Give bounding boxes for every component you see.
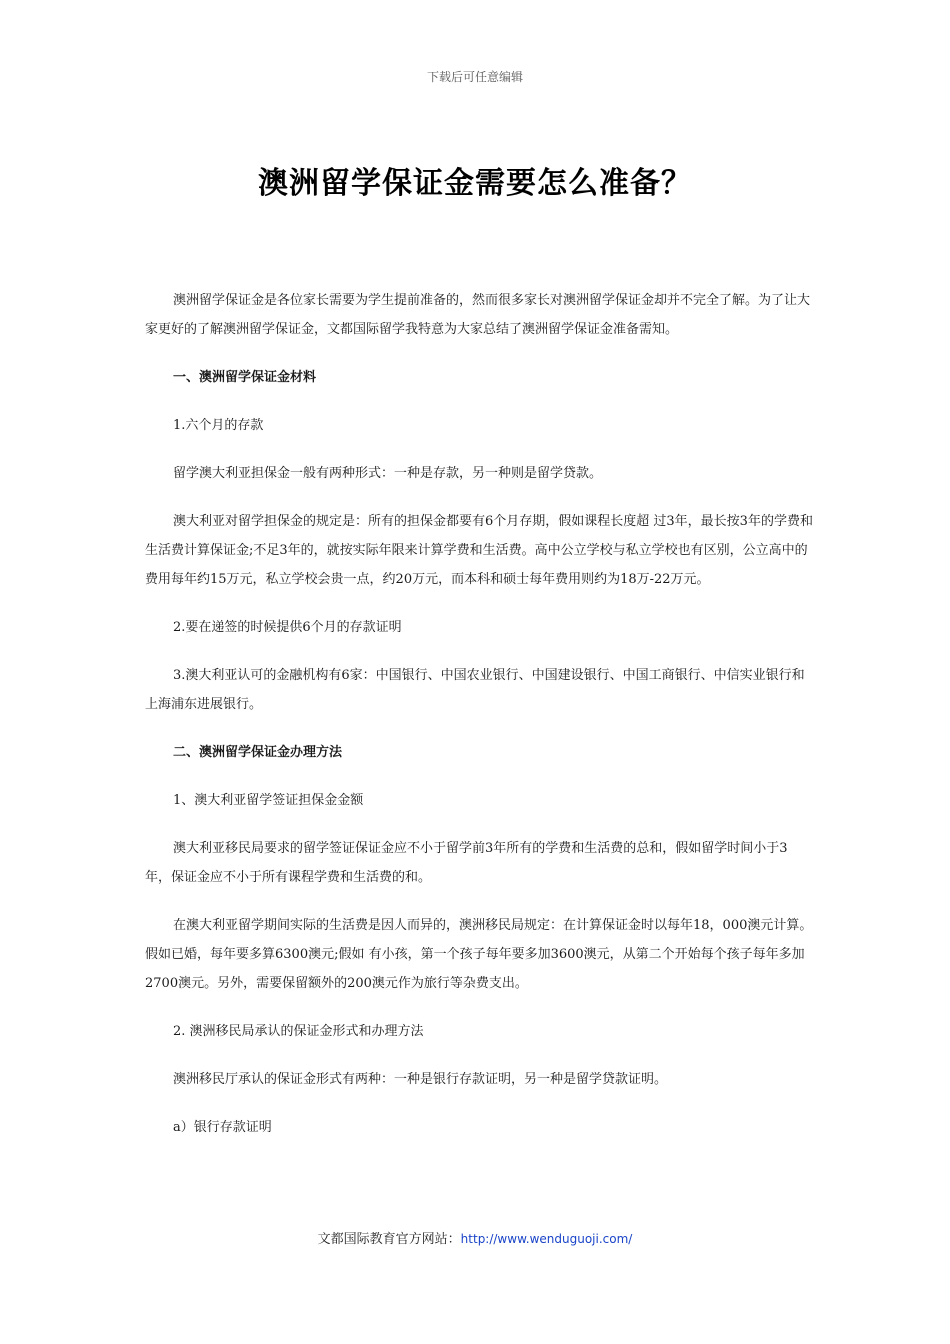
paragraph-living-costs: 在澳大利亚留学期间实际的生活费是因人而异的，澳洲移民局规定：在计算保证金时以每年18，000澳元计算。假如已婚，每年要多算6300澳元;假如 有小孩，第一个孩子每年要多加3600澳元，从第二个开始每个孩子每年多加2700澳元。另外，需要保留额外的200澳元作为旅行等杂费支出。	[145, 918, 813, 991]
footer-website-link[interactable]: http://www.wenduguoji.com/	[460, 1232, 633, 1246]
item-bank-deposit-proof: a）银行存款证明	[173, 1120, 272, 1135]
page-footer	[0, 1228, 950, 1247]
section-heading-materials: 一、澳洲留学保证金材料	[173, 370, 317, 385]
item-approved-banks: 3.澳大利亚认可的金融机构有6家：中国银行、中国农业银行、中国建设银行、中国工商银行、中信实业银行和上海浦东进展银行。	[145, 668, 805, 712]
intro-paragraph: 澳洲留学保证金是各位家长需要为学生提前准备的，然而很多家长对澳洲留学保证金却并不完全了解。为了让大家更好的了解澳洲留学保证金，文都国际留学我特意为大家总结了澳洲留学保证金准备需知。	[145, 293, 811, 337]
item-guarantee-forms: 2. 澳洲移民局承认的保证金形式和办理方法	[173, 1024, 424, 1039]
paragraph-guarantee-forms: 留学澳大利亚担保金一般有两种形式：一种是存款，另一种则是留学贷款。	[173, 466, 603, 481]
paragraph-amount-rules: 澳大利亚移民局要求的留学签证保证金应不小于留学前3年所有的学费和生活费的总和，假如留学时间小于3年，保证金应不小于所有课程学费和生活费的和。	[145, 841, 788, 885]
section-heading-methods: 二、澳洲留学保证金办理方法	[173, 745, 343, 760]
item-deposit-proof: 2.要在递签的时候提供6个月的存款证明	[173, 620, 402, 635]
paragraph-guarantee-rules: 澳大利亚对留学担保金的规定是：所有的担保金都要有6个月存期，假如课程长度超 过3年，最长按3年的学费和生活费计算保证金;不足3年的，就按实际年限来计算学费和生活费。高中公立学校与私立学校也有区别，公立高中的费用每年约15万元，私立学校会贵一点，约20万元，而本科和硕士每年费用则约为18万-22万元。	[145, 514, 813, 587]
footer-label: 文都国际教育官方网站：	[317, 1232, 461, 1247]
document-title: 澳洲留学保证金需要怎么准备？	[258, 166, 692, 201]
page-header: 下载后可任意编辑	[426, 70, 523, 84]
paragraph-accepted-forms: 澳洲移民厅承认的保证金形式有两种：一种是银行存款证明，另一种是留学贷款证明。	[173, 1072, 668, 1087]
document-body	[145, 286, 813, 1161]
item-six-month-deposit: 1.六个月的存款	[173, 418, 264, 433]
item-guarantee-amount: 1、澳大利亚留学签证担保金金额	[173, 793, 364, 808]
